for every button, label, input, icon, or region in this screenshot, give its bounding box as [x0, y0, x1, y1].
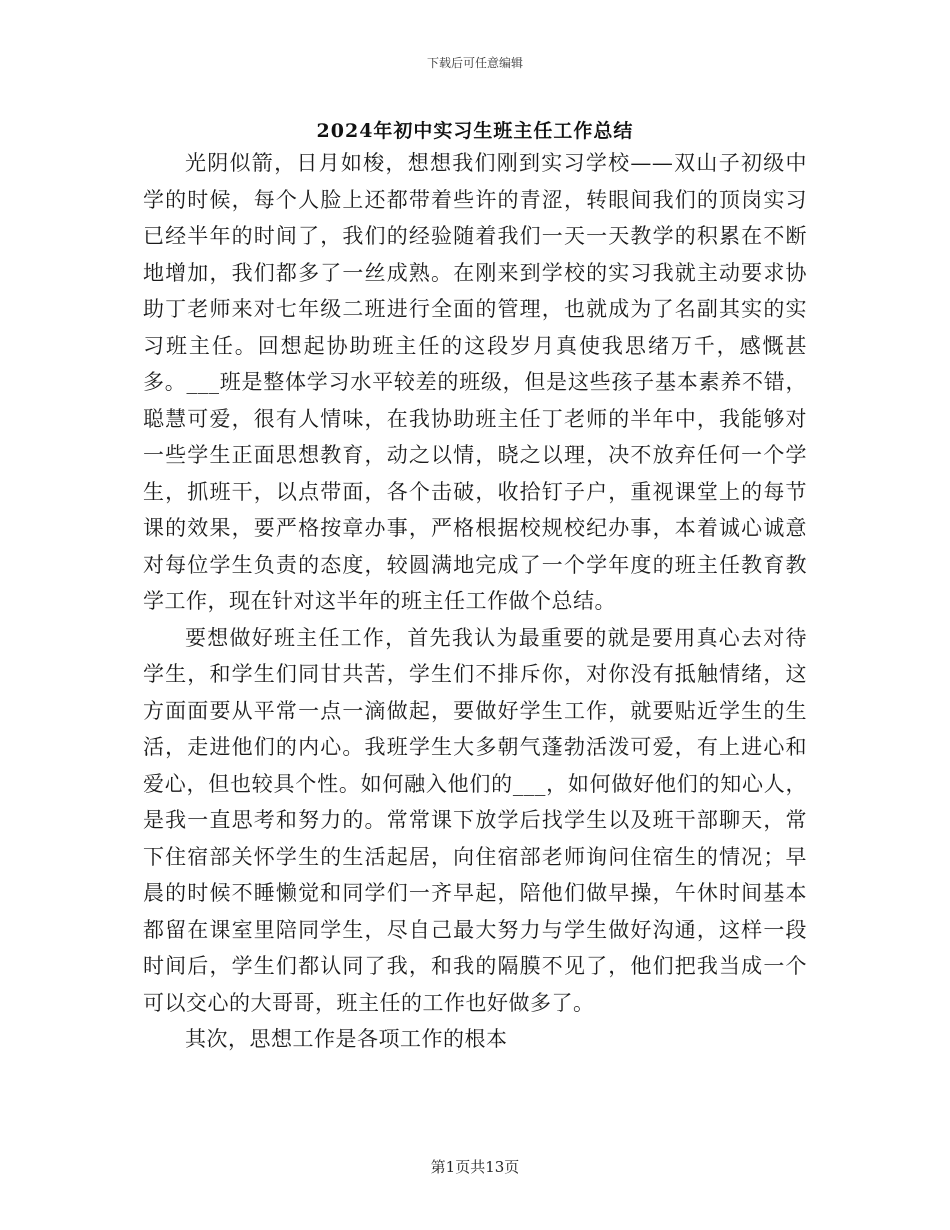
- paragraph-3: 其次，思想工作是各项工作的根本: [185, 1027, 508, 1051]
- header-note: 下载后可任意编辑: [426, 56, 523, 70]
- page-number: 第1页共13页: [430, 1158, 520, 1176]
- document-title: 2024年初中实习生班主任工作总结: [316, 120, 634, 142]
- paragraph-2: 要想做好班主任工作，首先我认为最重要的就是要用真心去对待学生，和学生们同甘共苦，学生们不排斥你，对你没有抵触情绪，这方面面要从平常一点一滴做起，要做好学生工作，就要贴近学生的生活，走进他们的内心。我班学生大多朝气蓬勃活泼可爱，有上进心和爱心，但也较具个性。如何融入他们的___，如何做好他们的知心人，是我一直思考和努力的。常常课下放学后找学生以及班干部聊天，常下住宿部关怀学生的生活起居，向住宿部老师询问住宿生的情况；早晨的时候不睡懒觉和同学们一齐早起，陪他们做早操，午休时间基本都留在课室里陪同学生，尽自己最大努力与学生做好沟通，这样一段时间后，学生们都认同了我，和我的隔膜不见了，他们把我当成一个可以交心的大哥哥，班主任的工作也好做多了。: [143, 625, 807, 1015]
- document-body: [143, 145, 807, 1058]
- paragraph-1: 光阴似箭，日月如梭，想想我们刚到实习学校——双山子初级中学的时候，每个人脸上还都带着些许的青涩，转眼间我们的顶岗实习已经半年的时间了，我们的经验随着我们一天一天教学的积累在不断地增加，我们都多了一丝成熟。在刚来到学校的实习我就主动要求协助丁老师来对七年级二班进行全面的管理，也就成为了名副其实的实习班主任。回想起协助班主任的这段岁月真使我思绪万千，感慨甚多。___班是整体学习水平较差的班级，但是这些孩子基本素养不错，聪慧可爱，很有人情味，在我协助班主任丁老师的半年中，我能够对一些学生正面思想教育，动之以情，晓之以理，决不放弃任何一个学生，抓班干，以点带面，各个击破，收拾钉子户，重视课堂上的每节课的效果，要严格按章办事，严格根据校规校纪办事，本着诚心诚意对每位学生负责的态度，较圆满地完成了一个学年度的班主任教育教学工作，现在针对这半年的班主任工作做个总结。: [143, 151, 807, 613]
